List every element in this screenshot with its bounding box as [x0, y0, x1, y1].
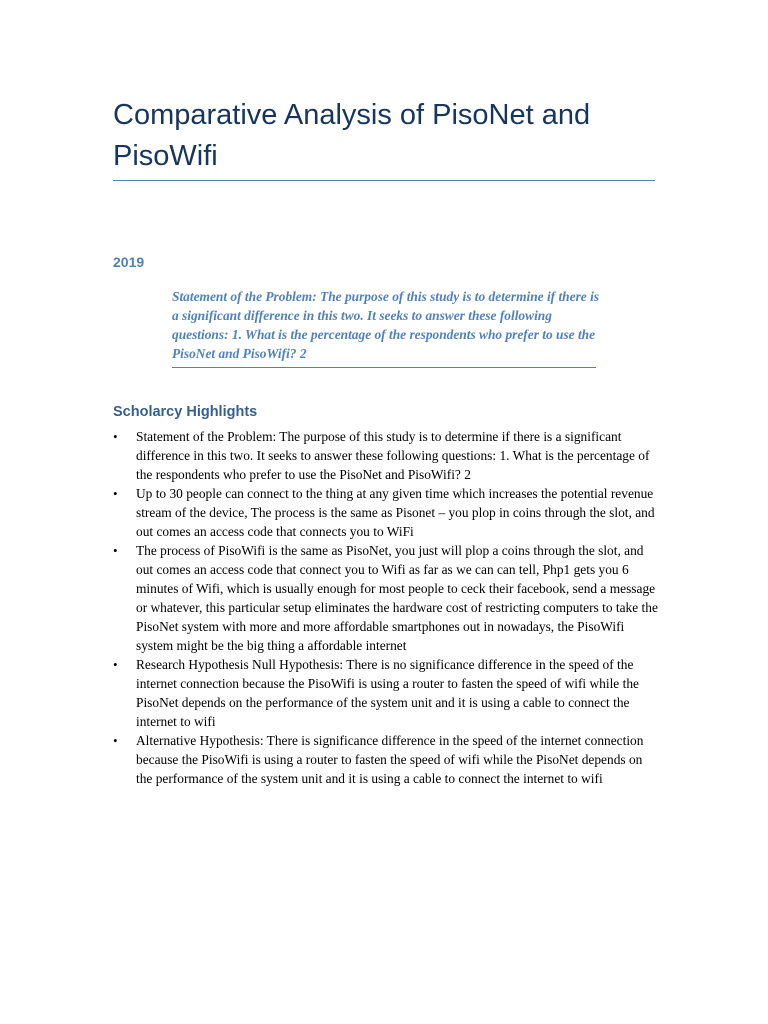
highlights-heading: Scholarcy Highlights — [113, 404, 258, 420]
highlight-item — [113, 731, 658, 788]
page-title: Comparative Analysis of PisoNet and PisoWifi — [113, 99, 591, 172]
highlight-text: Up to 30 people can connect to the thing at any given time which increases the potential revenue stream of the device, The process is the same as Pisonet – you plop in coins through the slot, and out comes an access code that connects you to WiFi — [136, 486, 655, 539]
bullet-icon: • — [113, 486, 118, 501]
highlight-text: Alternative Hypothesis: There is significance difference in the speed of the internet connection because the PisoWifi is using a router to fasten the speed of wifi while the PisoNet depends on the performance of the system unit and it is using a cable to connect the internet to wifi — [136, 733, 644, 786]
summary-quote: Statement of the Problem: The purpose of this study is to determine if there is a significant difference in this two. It seeks to answer these following questions: 1. What is the percentage of the respondents who prefer to use the PisoNet and PisoWifi? 2 — [172, 289, 600, 361]
bullet-icon: • — [113, 543, 118, 558]
bullet-icon: • — [113, 657, 118, 672]
highlight-item — [113, 655, 658, 731]
highlight-item — [113, 484, 658, 541]
title-divider — [113, 180, 655, 181]
bullet-icon: • — [113, 733, 118, 748]
highlights-list — [113, 427, 658, 788]
bullet-icon: • — [113, 429, 118, 444]
highlight-text: Statement of the Problem: The purpose of this study is to determine if there is a significant difference in this two. It seeks to answer these following questions: 1. What is the percentage of the respondents who prefer to use the PisoNet and PisoWifi? 2 — [136, 429, 650, 482]
publication-year: 2019 — [113, 254, 145, 270]
highlight-text: Research Hypothesis Null Hypothesis: There is no significance difference in the speed of the internet connection because the PisoWifi is using a router to fasten the speed of wifi while the PisoNet depends on the performance of the system unit and it is using a cable to connect the internet to wifi — [136, 657, 639, 729]
highlight-item — [113, 427, 658, 484]
highlight-text: The process of PisoWifi is the same as PisoNet, you just will plop a coins through the slot, and out comes an access code that connect you to Wifi as far as we can can tell, Php1 gets you 6 minutes of Wifi, which is usually enough for most people to ceck their facebook, send a message or whatever, this particular setup eliminates the hardware cost of restricting computers to take the PisoNet system with more and more affordable smartphones out in nowadays, the PisoWifi system might be the big thing a affordable internet — [136, 543, 658, 653]
quote-divider — [172, 367, 596, 368]
highlight-item — [113, 541, 658, 655]
